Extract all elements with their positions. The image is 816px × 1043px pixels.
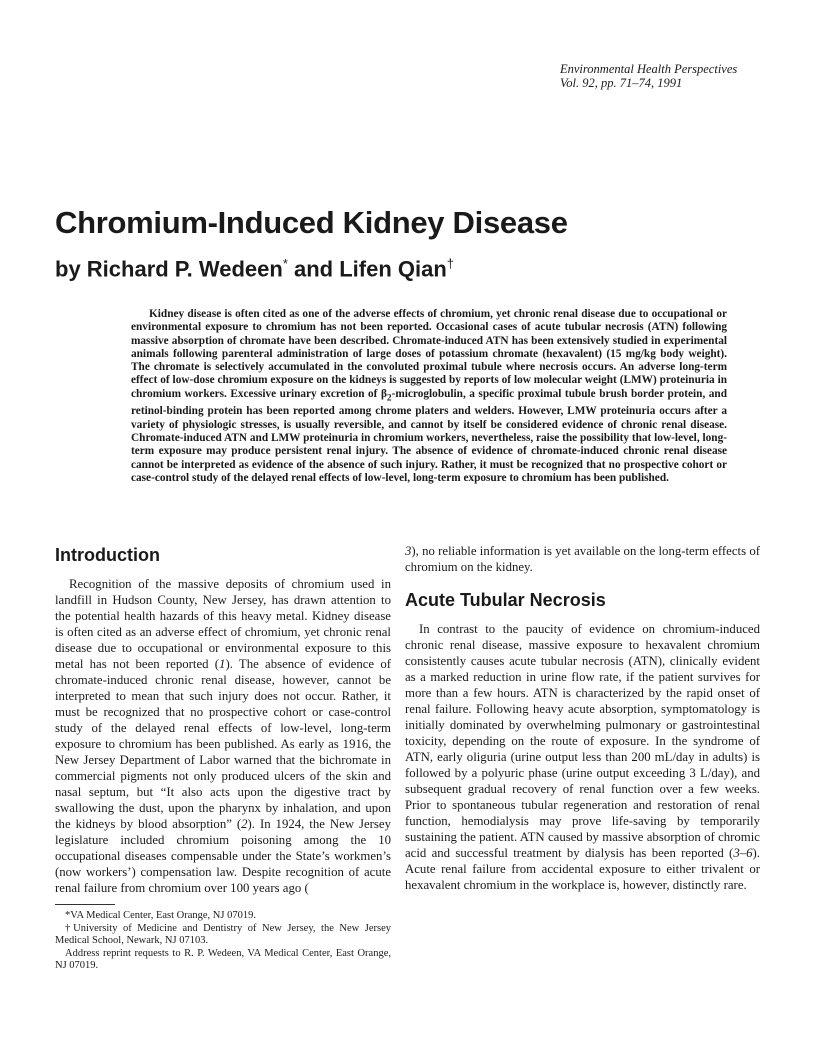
- author2-mark: †: [446, 256, 455, 271]
- atn-heading: Acute Tubular Necrosis: [405, 590, 606, 610]
- footnote-1: *VA Medical Center, East Orange, NJ 07019.: [65, 910, 256, 921]
- intro-text-4: ), no reliable information is yet available on the long-term effects of chromium on the kidney.: [405, 544, 760, 574]
- introduction-continued: [405, 543, 760, 575]
- atn-paragraph: [405, 621, 760, 893]
- volume-pages: Vol. 92, pp. 71–74, 1991: [560, 76, 683, 90]
- byline: [55, 250, 775, 283]
- ref-link-4[interactable]: 3–6: [733, 846, 753, 860]
- author1-mark: *: [282, 256, 288, 271]
- intro-text-1: Recognition of the massive deposits of chromium used in landfill in Hudson County, New Jersey, has drawn attention to the potential health hazards of this heavy metal. Kidney disease is often cited as an adverse effect of chromium, yet chronic renal disease due to occupational or environmental exposure to this metal has not been reported (: [55, 577, 391, 671]
- introduction-paragraph: [55, 576, 391, 896]
- left-column: [55, 544, 391, 896]
- introduction-heading: Introduction: [55, 545, 160, 565]
- intro-text-3: ). In 1924, the New Jersey legislature included chromium poisoning among the 10 occupational diseases compensable under the State’s workmen’s (now workers’) compensation law. Despite recognition of acute renal failure from chromium over 100 years ago (: [55, 817, 391, 895]
- footnote-3: Address reprint requests to R. P. Wedeen, VA Medical Center, East Orange, NJ 07019.: [55, 947, 391, 971]
- article-title: Chromium-Induced Kidney Disease: [55, 205, 568, 240]
- abstract-text-1: Kidney disease is often cited as one of the adverse effects of chromium, yet chronic renal disease due to occupational or environmental exposure to chromium has not been reported. Occasional cases of acute tubular necrosis (ATN) following massive absorption of chromate have been described. Chromate-induced ATN has been extensively studied in experimental animals following parenteral administration of large doses of potassium chromate (hexavalent) (15 mg/kg body weight). The chromate is selectively accumulated in the convoluted proximal tubule where necrosis occurs. An adverse long-term effect of low-dose chromium exposure on the kidneys is suggested by reports of low molecular weight (LMW) proteinuria in chromium workers. Excessive urinary excretion of β: [131, 308, 727, 400]
- journal-citation: [560, 62, 760, 90]
- atn-text-2: ). Acute renal failure from accidental exposure to either trivalent or hexavalent chromium in the workplace is, however, distinctly rare.: [405, 846, 760, 892]
- abstract-subscript: 2: [386, 393, 392, 404]
- atn-text-1: In contrast to the paucity of evidence on chromium-induced chronic renal disease, massive exposure to hexavalent chromium consistently causes acute tubular necrosis (ATN), clinically evident as a marked reduction in urine flow rate, if the patient survives for more than a few hours. ATN is characterized by the rapid onset of renal failure. Following heavy acute absorption, symptomatology is initially dominated by overwhelming pulmonary or gastrointestinal toxicity, depending on the route of exposure. In the syndrome of ATN, early oliguria (urine output less than 200 mL/day in adults) is followed by a polyuric phase (urine output exceeding 3 L/day), and subsequent gradual recovery of renal function over a few weeks. Prior to spontaneous tubular regeneration and restoration of renal function, hemodialysis may prove life-saving by temporarily sustaining the patient. ATN caused by massive absorption of chromic acid and successful treatment by dialysis has been reported (: [405, 622, 760, 860]
- footnote-2: †University of Medicine and Dentistry of New Jersey, the New Jersey Medical School, Newark, NJ 07103.: [55, 922, 391, 946]
- abstract-text-2: -microglobulin, a specific proximal tubule brush border protein, and retinol-binding protein has been reported among chrome platers and welders. However, LMW proteinuria occurs after a variety of physiologic stresses, is usually reversible, and cannot by itself be considered evidence of chronic renal disease. Chromate-induced ATN and LMW proteinuria in chromium workers, nevertheless, raise the possibility that low-level, long-term exposure may produce persistent renal injury. The absence of evidence of chromate-induced chronic renal disease cannot be interpreted as evidence of the absence of such injury. Rather, it must be recognized that no prospective cohort or case-control study of the delayed renal effects of low-level, long-term exposure to chromium has been published.: [131, 387, 727, 484]
- byline-author2: and Lifen Qian: [287, 256, 447, 282]
- ref-link-2[interactable]: 2: [241, 817, 248, 831]
- byline-author1: by Richard P. Wedeen: [55, 256, 283, 282]
- footnotes: [55, 910, 391, 973]
- right-column: [405, 544, 760, 893]
- abstract: [131, 308, 727, 485]
- journal-name: Environmental Health Perspectives: [560, 62, 738, 76]
- intro-text-2: ). The absence of evidence of chromate-induced chronic renal disease, however, cannot be interpreted to mean that such injury does not occur. Rather, it must be recognized that no prospective cohort or case-control study of the delayed renal effects of low-level, long-term exposure to chromium has been published. As early as 1916, the New Jersey Department of Labor warned that the bichromate in commercial pigments not only produced ulcers of the skin and nasal septum, but “It also acts upon the digestive tract by swallowing the dust, upon the pharynx by inhalation, and upon the kidneys by blood absorption” (: [55, 657, 391, 831]
- footnote-rule: [55, 904, 115, 905]
- ref-link-3[interactable]: 3: [405, 544, 412, 558]
- ref-link-1[interactable]: 1: [219, 657, 226, 671]
